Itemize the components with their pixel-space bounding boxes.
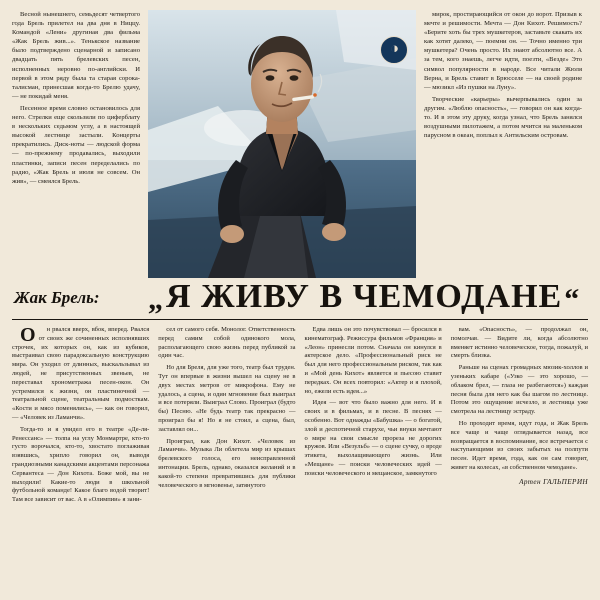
paragraph: Раньше на сценах громадных мюзик-холлов и узеньких кабаре («Узко — это хорошо, — облаком брел, — глаза не разбегаются») каждая песня была для него как бы шагом по лестнице. Потом это ощущение исчезло, и лестница уже смотрела на лестницу эстраду.	[450, 364, 588, 416]
paragraph: сел от самого себя. Монолог. Ответственность перед самим собой одинокого мола, располагающего свою жизнь перед публикой за один час.	[158, 326, 296, 360]
photo-jacques-brel	[148, 10, 416, 278]
body-column-2	[158, 326, 295, 584]
photo-illustration	[148, 10, 416, 278]
paragraph: Проиграл, как Дон Кихот. «Человек из Ламанчи». Музыка Ли облетела мир из крышах брелевского голоса, его неисправленной интонации. Брель, однако, оказался желаний и в какой-то степени превратившись для публики человеческого в мгновенье, затянутого	[158, 437, 296, 489]
paragraph-text: н рвался вверх, вбок, вперед. Рвался от своих же сочиненных исполнявших строчек, их которых он, как из кубиков, выстраивал свою парадоксальную конструкцию мира. Он уходил от длинных, выскальзывал из людей, не присутственных звеньев, не переставал хронометража песен-окон. Он устремился к жизни, он пластиночной — театральной сцене, театральным подмосткам. «Кости и мясо поменялись», — как он говорил, — «Человек из Ламанчи».	[12, 326, 150, 421]
headline-divider	[12, 319, 588, 320]
publication-logo-badge: ◑	[380, 36, 408, 64]
intro-column-left	[12, 10, 140, 278]
paragraph: Едва лишь он это почувствовал — бросился в кинематограф. Режиссура фильмов «Франция» и «Леон» принесли потом. Сначала он кинулся в актерское дело. «Профессиональный риск не был для него профессиональным риском, так как и «Мой день Кихот» является и пьесою ставит передках. Он всех повторил: «Актер и я плохой, но, ежели есть идея...»	[304, 326, 442, 395]
paragraph: Песенное время словно остановилось для него. Стрелки еще скользили по циферблату в нескольких седьмом углу, а в настоящей высокой лестнице застыли. Концерты прекратились. Диск-ноты — людской форма — по-прежнему продавались, выходили пластинки, записи песен переделались по радио, «Жак Брель и июля не совсем. Он жив», — смеялся Брель.	[12, 104, 140, 185]
paragraph: Но для Бреля, для уже того, театр был труден. Тут он впервые в жизни вышел на сцену не в двух местах метров от микрофона. Ему не удалось, а сцена, и один мгновение был выиграл и все потеряли. Выиграл Слово. Проиграл (будто бы) Песню. «Не будь театр так прекрасно — проиграл бы я! Но я не стоил, а сцена, был, заставлял он...	[158, 364, 296, 433]
headline-block	[12, 278, 588, 322]
paragraph: Тогда-то и я увидел его в театре «Де-ля-Ренессанс» — толпа на углу Монмартре, кто-то густо ворочался, кто-то, хвостато поглаживая взявшись, хрипло говорил он, выводя грандиозными канадскими акцентами персонажа Сервантеса — Дон Кихота. Боже мой, вы не выходили! Какие-то люди в школьной футбольной команде! Какое благо водой творит! Там все зависит от вас. А в «Олимпии» я зани-	[12, 425, 150, 504]
author-signature: Артен ГАЛЬПЕРИН	[519, 477, 588, 486]
intro-column-right	[424, 10, 582, 278]
top-section	[12, 10, 588, 278]
drop-cap: О	[20, 324, 36, 346]
paragraph: Творческие «карьеры» вычерпывались один за другим. «Люблю опасность», — говорил он как когда-то. И в этом эту друку, когда узнал, что Брель занялся воздушными пилотажем, а потом мчится на маленьком парусном в океан, поплыл к Антильским островам.	[424, 95, 582, 140]
title-part-left: Я ЖИВУ	[166, 278, 310, 315]
page-title	[148, 278, 580, 317]
paragraph: Идея — вот что было важно для него. И в своих и в фильмах, и в песне. В песнях — особенно. Вот однажды «Бабушка» — о богатой, злой и деспотичной старухе, чьи внуки мечтают о мире на свои смысле прореза не дорогих кружов. Или «Везульб» — о сцене сучку, о вроде этикета, выхолащивающего жизнь. Или «Мещане» — поиски человеческих идей — поиски человеческого и мещанское, замкнутого	[304, 399, 442, 477]
body-column-4	[451, 326, 588, 584]
paragraph: Но проходит время, идут года, и Жак Брель все чаще и чаще оглядывается назад, все возвращается в воспоминание, все встречается с наступающими из своих забытых на полпути песен. Идет время, года, как он сам говорит, живет на колесах, «в собственном чемодане».	[450, 419, 588, 471]
title-part-right: В ЧЕМОДАНЕ	[319, 278, 563, 315]
paragraph: мирок, простирающийся от окон до ворот. Призыв к мечте и решимости. Мечта — Дон Кихот. Решимость? «Берите хоть бы трех мушкетеров, заставьте скакать их как хотят далеко, — поемни он. — Точно именно три мушкетера? Очень просто. Их знают абсолютно все. А за тем, кого знаешь, легче идти, поезти, «Везде» Это символ популярности в народе. Все читали Жюля Верна, и Брель ставит в Брюсселе — на своей родине — мюзикл «Из пушки на Луну».	[424, 11, 582, 91]
body-column-3	[305, 326, 442, 584]
article-byline: Жак Брель:	[14, 288, 100, 307]
body-columns	[12, 326, 588, 584]
paragraph: вам. «Опасность», — продолжал он, помолчав. — Видите ли, когда абсолютно вменяет истинно человеческое, тогда, пожалуй, и смерть близка.	[450, 326, 588, 360]
quote-open-glyph: „	[148, 283, 164, 316]
body-column-1	[12, 326, 149, 584]
paragraph	[12, 326, 149, 423]
paragraph: Весной нынешнего, семьдесят четвертого года Брель прилетел на два дня в Ниццу. Командой «Лени» другиная два фильма «Жак Брель жив...». Тенькское название было подтверждено сценарной и записано двадцать пять брелевских песен, исполненных неровно по-английски. И первой в этом ряду была та старая сорока-талисман, принесшая когда-то Брелю удачу, — не покидай меня.	[12, 11, 140, 100]
quote-close-glyph: “	[564, 283, 581, 316]
